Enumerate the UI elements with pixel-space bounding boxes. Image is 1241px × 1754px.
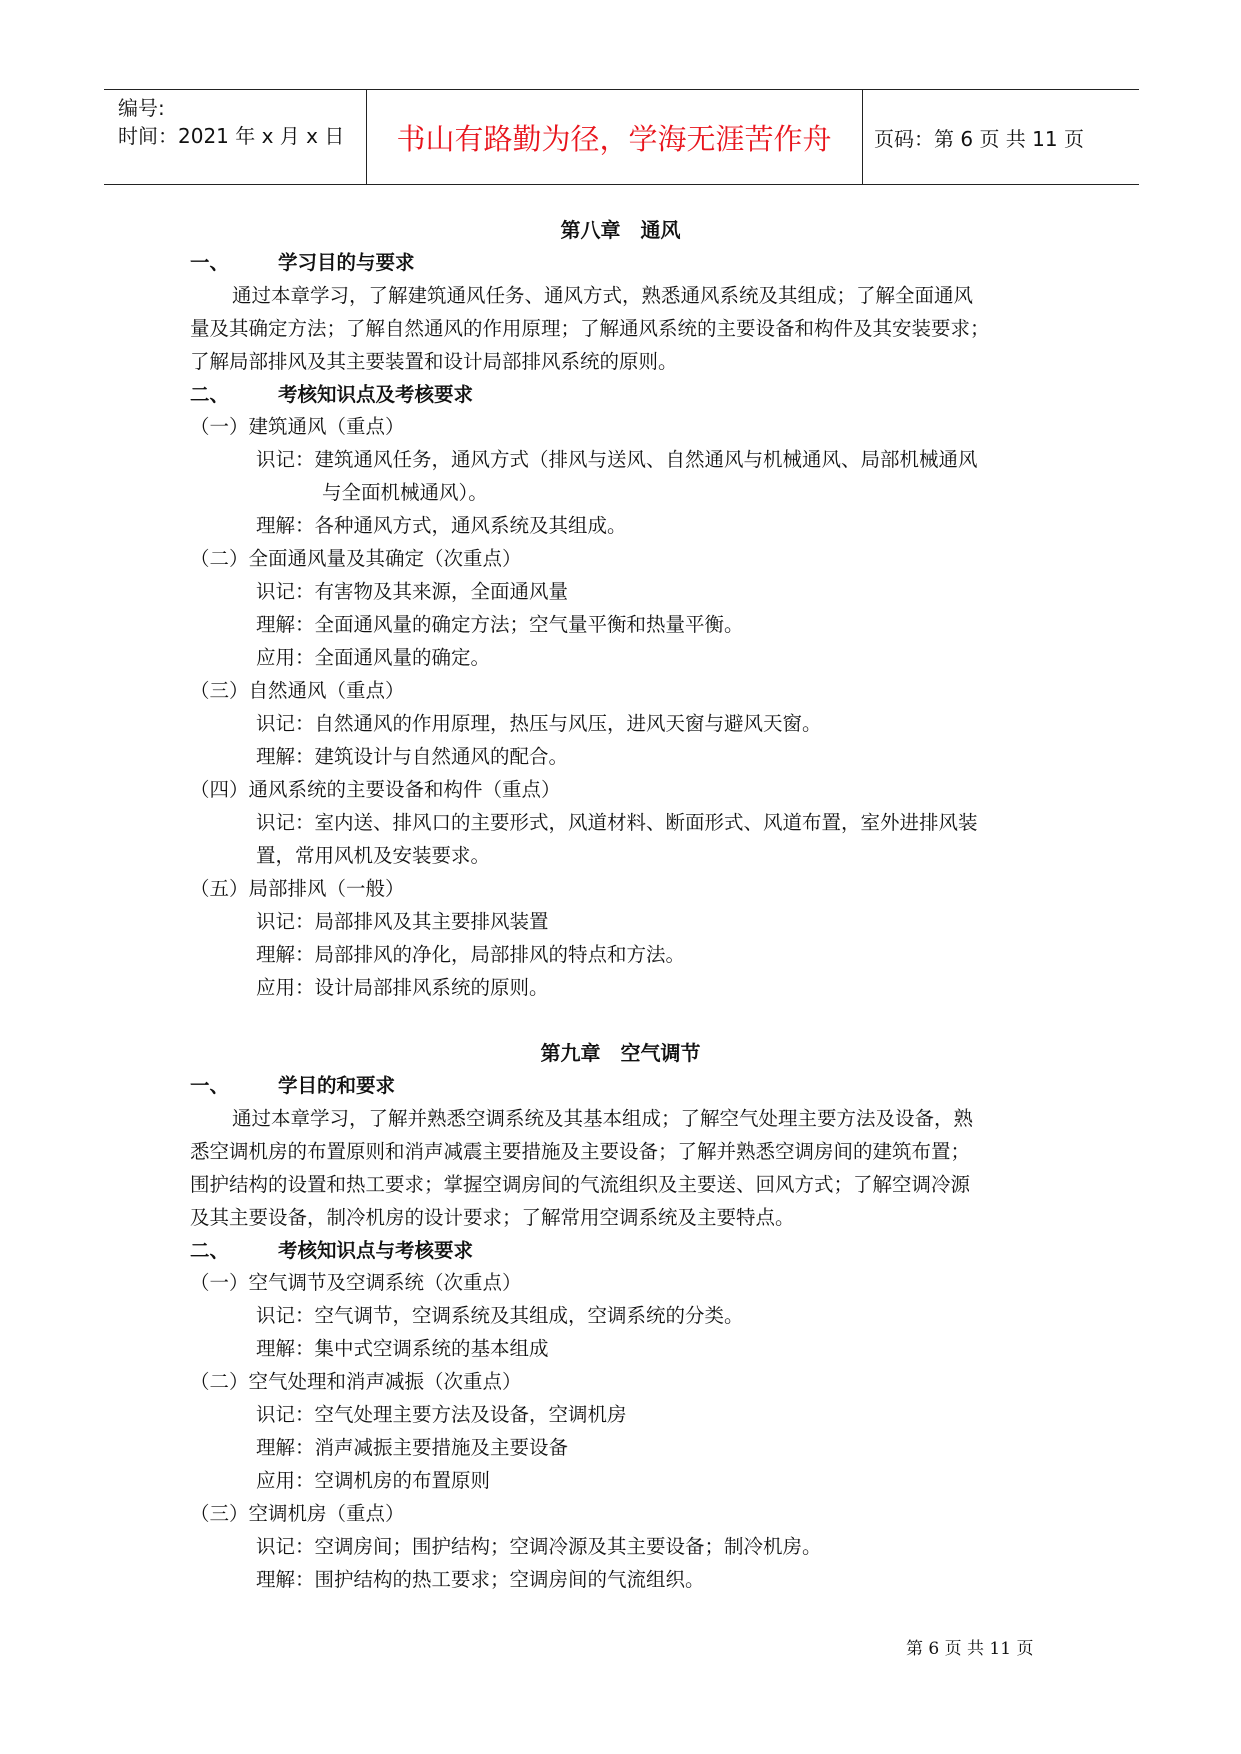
ch9-subsection-heading: （二）空气处理和消声减振（次重点） (190, 1370, 522, 1393)
ch8-paragraph-line: 通过本章学习，了解建筑通风任务、通风方式，熟悉通风系统及其组成；了解全面通风 (232, 284, 974, 307)
ch9-subsection-heading: （三）空调机房（重点） (190, 1502, 405, 1525)
header-page-number: 页码：第 6 页 共 11 页 (874, 126, 1084, 151)
ch9-section-1-heading (190, 1070, 395, 1098)
ch8-item: 识记：局部排风及其主要排风装置 (256, 910, 549, 933)
ch9-item: 识记：空气调节，空调系统及其组成，空调系统的分类。 (256, 1304, 744, 1327)
ch8-subsection-heading: （五）局部排风（一般） (190, 877, 405, 900)
header-motto: 书山有路勤为径，学海无涯苦作舟 (396, 121, 832, 156)
ch8-item: 理解：建筑设计与自然通风的配合。 (256, 745, 569, 768)
ch8-item: 与全面机械通风）。 (322, 481, 488, 504)
ch9-subsection-heading: （一）空气调节及空调系统（次重点） (190, 1271, 522, 1294)
ch8-item: 理解：各种通风方式，通风系统及其组成。 (256, 514, 627, 537)
ch9-item: 识记：空气处理主要方法及设备，空调机房 (256, 1403, 627, 1426)
ch9-paragraph-line: 通过本章学习，了解并熟悉空调系统及其基本组成；了解空气处理主要方法及设备，熟 (232, 1107, 974, 1130)
ch9-paragraph-line: 及其主要设备，制冷机房的设计要求；了解常用空调系统及主要特点。 (190, 1206, 795, 1229)
ch8-subsection-heading: （一）建筑通风（重点） (190, 415, 405, 438)
page-header (104, 89, 1139, 185)
chapter-9-title: 第九章 空气调节 (540, 1041, 701, 1065)
section-title: 考核知识点及考核要求 (278, 383, 474, 406)
ch8-item: 识记：室内送、排风口的主要形式，风道材料、断面形式、风道布置，室外进排风装 (256, 811, 978, 834)
section-number: 一、 (190, 1074, 230, 1097)
section-title: 考核知识点与考核要求 (278, 1239, 474, 1262)
section-title: 学习目的与要求 (278, 251, 415, 274)
ch8-item: 识记：建筑通风任务，通风方式（排风与送风、自然通风与机械通风、局部机械通风 (256, 448, 978, 471)
ch8-subsection-heading: （三）自然通风（重点） (190, 679, 405, 702)
ch9-paragraph-line: 悉空调机房的布置原则和消声减震主要措施及主要设备；了解并熟悉空调房间的建筑布置； (190, 1140, 971, 1163)
chapter-8-title: 第八章 通风 (560, 218, 681, 242)
ch9-item: 理解：消声减振主要措施及主要设备 (256, 1436, 569, 1459)
ch8-item: 应用：设计局部排风系统的原则。 (256, 976, 549, 999)
ch8-item: 应用：全面通风量的确定。 (256, 646, 491, 669)
ch9-paragraph-line: 围护结构的设置和热工要求；掌握空调房间的气流组织及主要送、回风方式；了解空调冷源 (190, 1173, 971, 1196)
date-label: 时间：2021 年 x 月 x 日 (118, 124, 345, 148)
ch8-paragraph-line: 了解局部排风及其主要装置和设计局部排风系统的原则。 (190, 350, 678, 373)
section-number: 二、 (190, 1239, 230, 1262)
header-meta (118, 94, 344, 150)
header-divider (862, 90, 863, 184)
ch9-item: 理解：围护结构的热工要求；空调房间的气流组织。 (256, 1568, 705, 1591)
page-footer: 第 6 页 共 11 页 (906, 1639, 1034, 1659)
ch8-item: 识记：自然通风的作用原理，热压与风压，进风天窗与避风天窗。 (256, 712, 822, 735)
section-number: 二、 (190, 383, 230, 406)
ch8-section-2-heading (190, 379, 473, 407)
ch8-paragraph-line: 量及其确定方法；了解自然通风的作用原理；了解通风系统的主要设备和构件及其安装要求； (190, 317, 990, 340)
section-title: 学目的和要求 (278, 1074, 396, 1097)
ch8-section-1-heading (190, 247, 415, 275)
ch8-item: 置，常用风机及安装要求。 (256, 844, 491, 867)
ch8-subsection-heading: （四）通风系统的主要设备和构件（重点） (190, 778, 561, 801)
serial-label: 编号: (118, 96, 165, 120)
ch9-item: 识记：空调房间；围护结构；空调冷源及其主要设备；制冷机房。 (256, 1535, 822, 1558)
ch8-item: 识记：有害物及其来源，全面通风量 (256, 580, 569, 603)
ch9-item: 应用：空调机房的布置原则 (256, 1469, 491, 1492)
ch8-item: 理解：全面通风量的确定方法；空气量平衡和热量平衡。 (256, 613, 744, 636)
ch9-item: 理解：集中式空调系统的基本组成 (256, 1337, 549, 1360)
ch9-section-2-heading (190, 1235, 473, 1263)
ch8-subsection-heading: （二）全面通风量及其确定（次重点） (190, 547, 522, 570)
ch8-item: 理解：局部排风的净化，局部排风的特点和方法。 (256, 943, 686, 966)
section-number: 一、 (190, 251, 230, 274)
